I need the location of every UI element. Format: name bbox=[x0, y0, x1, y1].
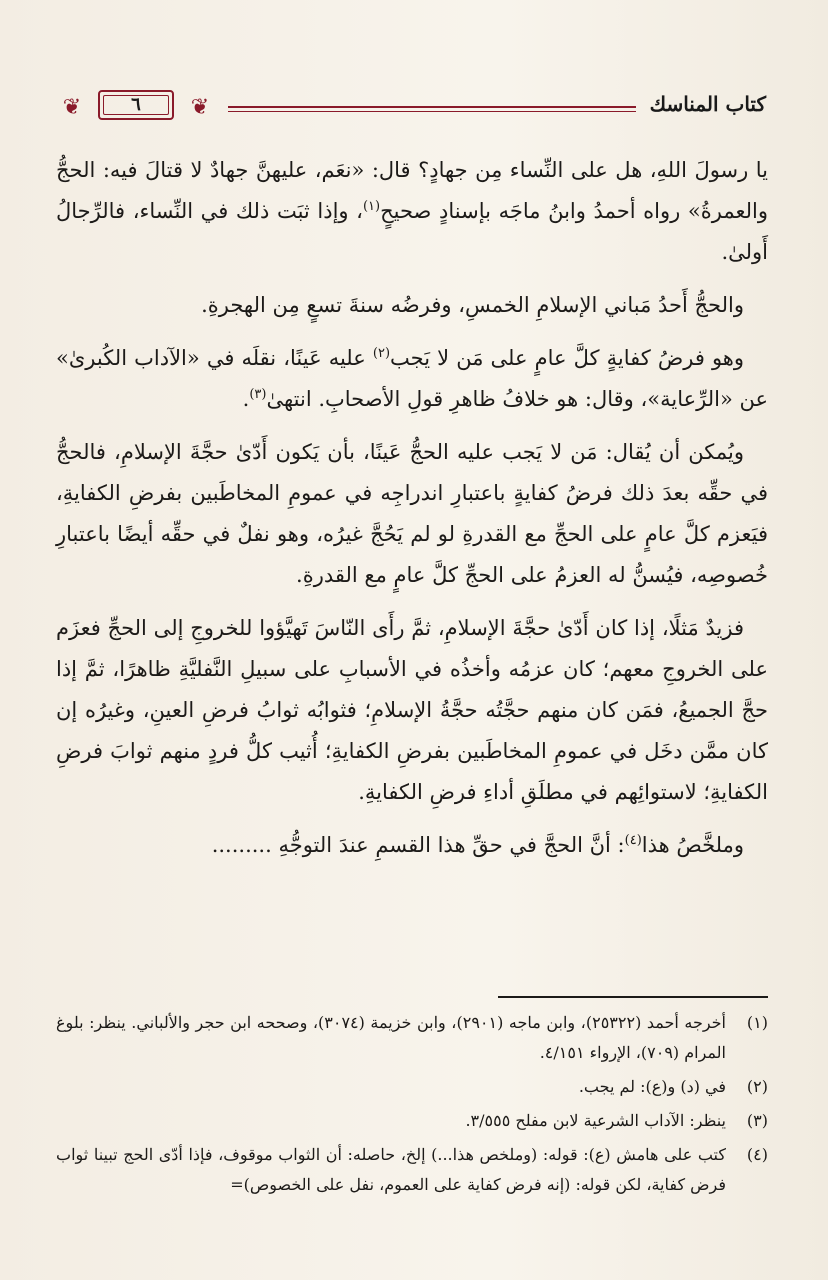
main-text bbox=[56, 150, 768, 878]
header-rule-thin bbox=[228, 111, 636, 112]
footnote bbox=[56, 1140, 768, 1200]
paragraph: والحجُّ أَحدُ مَباني الإسلامِ الخمسِ، وفرضُه سنةَ تسعٍ مِن الهجرةِ. bbox=[201, 293, 744, 317]
paragraph: وملخَّصُ هذا$^{(٤)}$: أنَّ الحجَّ في حقِّ هذا القسمِ عندَ التوجُّهِ ......... bbox=[211, 833, 744, 857]
footnote-number: (٣) bbox=[746, 1111, 768, 1130]
paragraph: يا رسولَ اللهِ، هل على النِّساء مِن جهادٍ؟ قال: «نعَم، عليهنَّ جهادٌ لا قتالَ فيه: الحجُّ والعمرةُ» رواه أحمدُ وابنُ ماجَه بإسنادٍ صحيحٍ$^{(١)}$، وإذا ثبَت ذلك في النِّساء، فالرِّجالُ أَولىٰ. bbox=[56, 158, 768, 264]
page-number bbox=[98, 90, 174, 120]
footnote-ref[interactable]: (٤) bbox=[624, 833, 642, 848]
footnote-ref[interactable]: (٢) bbox=[372, 346, 391, 361]
footnote bbox=[56, 1008, 768, 1068]
paragraph: وهو فرضُ كفايةٍ كلَّ عامٍ على مَن لا يَجب$^{(٢)}$ عليه عَينًا، نقلَه في «الآداب الكُبرىٰ» عن «الرِّعاية»، وقال: هو خلافُ ظاهرِ قولِ الأصحابِ. انتهىٰ$^{(٣)}$. bbox=[56, 346, 768, 411]
footnote-text: أخرجه أحمد (٢٥٣٢٢)، وابن ماجه (٢٩٠١)، وابن خزيمة (٣٠٧٤)، وصححه ابن حجر والألباني. ينظر: بلوغ المرام (٧٠٩)، الإرواء ٤/١٥١. bbox=[56, 1013, 727, 1062]
footnotes bbox=[56, 1008, 768, 1204]
footnote-text: كتب على هامش (ع): قوله: (وملخص هذا...) إلخ، حاصله: أن الثواب موقوف، فإذا أدّى الحج تبينا ثواب فرض كفاية، لكن قوله: (إنه فرض كفاية على العموم، نفل على الخصوص)= bbox=[56, 1145, 726, 1194]
page-header bbox=[58, 90, 766, 130]
footnote-text: في (د) و(ع): لم يجب. bbox=[578, 1077, 726, 1096]
ornament-icon: ❦ bbox=[62, 95, 82, 120]
paragraph: فزيدٌ مَثلًا، إذا كان أَدّىٰ حجَّةَ الإسلامِ، ثمَّ رأَى النّاسَ تَهيَّؤوا للخروجِ إلى الحجِّ فعزَم على الخروجِ معهم؛ كان عزمُه وأخذُه في الأسبابِ على سبيلِ النَّفليَّةِ ظاهرًا، ثمَّ إذا حجَّ الجميعُ، فمَن كان منهم حجَّتُه حجَّةُ الإسلامِ؛ فثوابُه ثوابُ فرضِ العينِ، وغيرُه إن كان ممَّن دخَل في عمومِ المخاطَبين بفرضِ الكفايةِ؛ أُثيب كلُّ فردٍ منهم ثوابَ فرضِ الكفايةِ؛ لاستوائِهم في مطلَقِ أداءِ فرضِ الكفايةِ. bbox=[56, 616, 768, 804]
ornament-icon: ❦ bbox=[190, 95, 210, 120]
book-title: كتاب المناسك bbox=[649, 92, 766, 116]
footnote-divider bbox=[498, 996, 768, 998]
continuation-dots: ......... bbox=[211, 833, 272, 857]
page-number-text: ٦ bbox=[131, 94, 141, 115]
footnote-text: ينظر: الآداب الشرعية لابن مفلح ٣/٥٥٥. bbox=[465, 1111, 726, 1130]
footnote-number: (٢) bbox=[746, 1077, 768, 1096]
footnote-number: (٤) bbox=[746, 1145, 768, 1164]
footnote-ref[interactable]: (٣) bbox=[249, 387, 267, 402]
paragraph: ويُمكن أن يُقال: مَن لا يَجب عليه الحجُّ عَينًا، بأن يَكون أَدّىٰ حجَّةَ الإسلامِ، فالحجُّ في حقِّه بعدَ ذلك فرضُ كفايةٍ باعتبارِ اندراجِه في عمومِ المخاطَبين بفرضِ الكفايةِ، فيَعزم كلَّ عامٍ على الحجِّ مع القدرةِ لو لم يَحُجَّ غيرُه، وهو نفلٌ في حقِّه أيضًا باعتبارِ خُصوصِه، فيُسنُّ له العزمُ على الحجِّ كلَّ عامٍ مع القدرةِ. bbox=[56, 440, 768, 587]
footnote-ref[interactable]: (١) bbox=[362, 199, 381, 214]
footnote bbox=[56, 1072, 768, 1102]
footnote bbox=[56, 1106, 768, 1136]
footnote-number: (١) bbox=[746, 1013, 768, 1032]
header-rule bbox=[228, 106, 636, 108]
